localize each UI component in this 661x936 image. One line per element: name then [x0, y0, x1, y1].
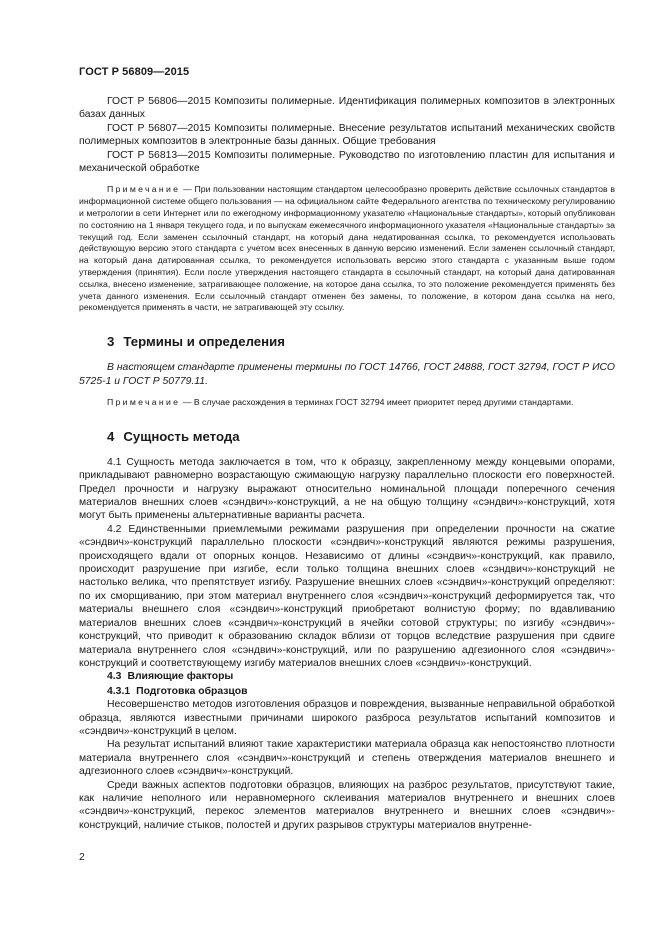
subsection-title: Подготовка образцов	[136, 685, 248, 697]
note-label: Примечание	[107, 397, 181, 408]
subsection-number: 4.3.1	[107, 685, 131, 697]
note-text: — В случае расхождения в терминах ГОСТ 32794 имеет приоритет перед другими стандартами.	[182, 397, 574, 408]
paragraph-specimen-defects: Несовершенство методов изготовления образцов и повреждения, вызванные неправильной обработкой образца, являются известными причинами широкого разброса результатов испытаний композитов и «сэндвич»-конструкций в целом.	[79, 699, 615, 737]
page-content	[79, 95, 615, 832]
subsection-heading-4-3-1	[79, 685, 615, 698]
subsection-title: Влияющие факторы	[127, 671, 234, 683]
section-heading-3	[79, 334, 615, 349]
section-number: 4	[107, 428, 115, 444]
subsection-heading-4-3	[79, 670, 615, 683]
note-label: Примечание	[107, 184, 181, 195]
section-title: Сущность метода	[123, 428, 240, 444]
note-text: — При пользовании настоящим стандартом целесообразно проверить действие ссылочных стандартов в информационной системе общего пользования — на официальном сайте Федерального агентства по техническому регулированию и метрологии в сети Интернет или по ежегодному информационному указателю «Национальные стандарты», который опубликован по состоянию на 1 января текущего года, и по выпускам ежемесячного информационного указателя «Национальные стандарты» за текущий год. Если заменен ссылочный стандарт, на который дана недатированная ссылка, то рекомендуется использовать действующую версию этого стандарта с учетом всех внесенных в данную версию изменений. Если заменен ссылочный стандарт, на который дана датированная ссылка, то рекомендуется использовать версию этого стандарта с указанным выше годом утверждения (принятия). Если после утверждения настоящего стандарта в ссылочный стандарт, на который дана датированная ссылка, внесено изменение, затрагивающее положение, на которое дана ссылка, то это положение рекомендуется применять без учета данного изменения. Если ссылочный стандарт отменен без замены, то положение, в котором дана ссылка на него, рекомендуется применять в части, не затрагивающей эту ссылку.	[79, 184, 615, 313]
paragraph-material-factors: На результат испытаний влияют такие характеристики материала образца как непостоянство плотности материала внутреннего слоя «сэндвич»-конструкций и степень отверждения материалов внешнего и адгезионного слоев «сэндвич»-конструкций.	[79, 739, 615, 778]
reference-entry: ГОСТ Р 56813—2015 Композиты полимерные. Руководство по изготовлению пластин для испытания и механической обработке	[79, 149, 615, 175]
paragraph-preparation-aspects: Среди важных аспектов подготовки образцов, влияющих на разброс результатов, присутствуют такие, как наличие неполного или неравномерного склеивания материалов внутреннего и внешних слоев «сэндвич»-конструкций, перекос элементов материалов внутреннего и внешних слоев «сэндвич»-конструкций, наличие стыков, полостей и других разрывов структуры материалов внутренне-	[79, 779, 615, 831]
note-terms	[79, 397, 615, 409]
section-number: 3	[107, 334, 115, 350]
paragraph-4-2: 4.2 Единственными приемлемыми режимами разрушения при определении прочности на сжатие «сэндвич»-конструкций параллельно плоскости «сэндвич»-конструкций являются режимы разрушения, происходящего вдали от опорных концов. Независимо от длины «сэндвич»-конструкций, как правило, происходит разрушение при изгибе, если только толщина внешних слоев «сэндвич»-конструкций не настолько велика, что препятствует изгибу. Разрушение внешних слоев «сэндвич»-конструкций определяют: по их сморщиванию, при этом материал внутреннего слоя «сэндвич»-конструкций деформируется так, что материалы внешнего слоя «сэндвич»-конструкций приобретают волнистую форму; по вдавливанию материалов внешних слоев «сэндвич»-конструкций в ячейки сотовой структуры; по изгибу «сэндвич»-конструкций, что приводит к образованию складок вблизи от торцов вследствие разрушения при сдвиге материала внутреннего слоя «сэндвич»-конструкций, или по разрушению адгезионного слоя «сэндвич»-конструкций и соответствующему изгибу материалов внешних слоев «сэндвич»-конструкций.	[79, 523, 615, 669]
note-references	[79, 184, 615, 314]
reference-entry: ГОСТ Р 56807—2015 Композиты полимерные. Внесение результатов испытаний механических свойств полимерных композитов в электронные базы данных. Общие требования	[79, 122, 615, 148]
document-header: ГОСТ Р 56809—2015	[79, 66, 190, 78]
section-title: Термины и определения	[123, 334, 285, 350]
terms-paragraph: В настоящем стандарте применены термины по ГОСТ 14766, ГОСТ 24888, ГОСТ 32794, ГОСТ Р ИСО 5725-1 и ГОСТ Р 50779.11.	[79, 362, 615, 387]
page-number: 2	[79, 852, 85, 863]
section-heading-4	[79, 429, 615, 444]
subsection-number: 4.3	[107, 671, 122, 683]
reference-entry: ГОСТ Р 56806—2015 Композиты полимерные. Идентификация полимерных композитов в электронных базах данных	[79, 96, 615, 121]
paragraph-4-1: 4.1 Сущность метода заключается в том, что к образцу, закрепленному между концевыми опорами, прикладывают равномерно возрастающую сжимающую нагрузку параллельно плоскости его поверхностей. Предел прочности и нагрузку выражают относительно номинальной площади поперечного сечения материалов внешних слоев «сэндвич»-конструкций, а не на общую толщину «сэндвич»-конструкций, хотя могут быть применены альтернативные варианты расчета.	[79, 456, 615, 522]
